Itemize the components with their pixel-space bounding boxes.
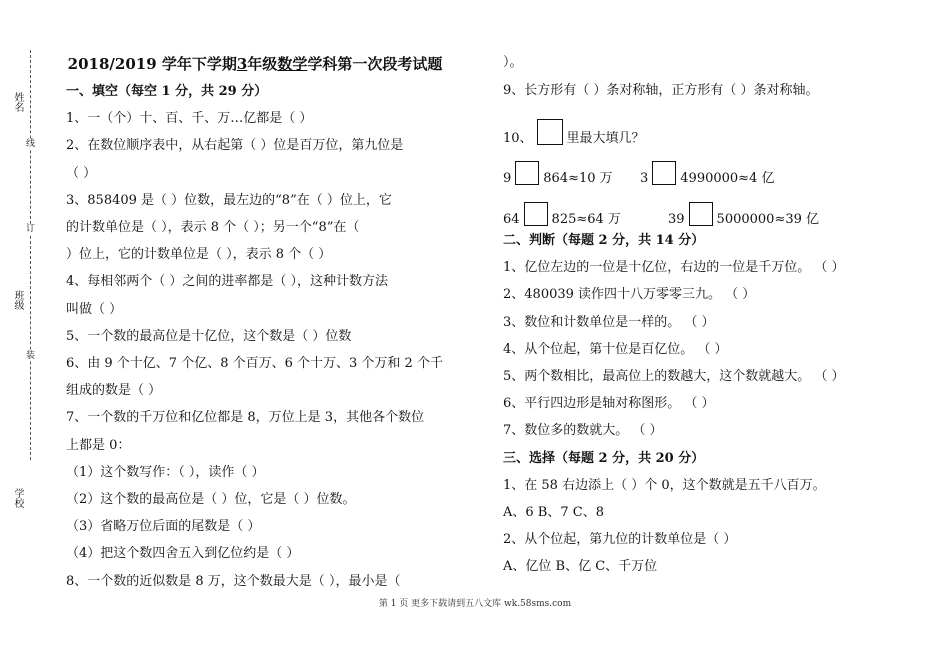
title-grade: 3 xyxy=(236,55,248,73)
q10-item xyxy=(503,161,613,187)
answer-box[interactable] xyxy=(652,161,676,185)
section-heading: 一、填空（每空 1 分，共 29 分） xyxy=(66,84,268,99)
q10-item xyxy=(668,202,819,228)
q10-item-suffix: 5000000≈39 亿 xyxy=(716,212,820,227)
question-line: （ ） xyxy=(66,165,97,181)
order-mark: 订 xyxy=(26,224,36,234)
question-line: （2）这个数的最高位是（ ）位，它是（ ）位数。 xyxy=(66,492,356,507)
question-line: 8、一个数的近似数是 8 万，这个数最大是（ ），最小是（ xyxy=(66,573,401,589)
q10-item-suffix: 4990000≈4 亿 xyxy=(680,171,775,186)
question-line: 2、在数位顺序表中，从右起第（ ）位是百万位，第九位是 xyxy=(66,138,404,154)
question-line: 组成的数是（ ） xyxy=(66,383,162,399)
question-line: 2、480039 读作四十八万零零三九。 （ ） xyxy=(503,287,756,303)
question-line: 7、一个数的千万位和亿位都是 8，万位上是 3，其他各个数位 xyxy=(66,410,425,426)
q10-item-prefix: 9 xyxy=(503,171,512,186)
question-line: 1、在 58 右边添上（ ）个 0，这个数就是五千八百万。 xyxy=(503,477,826,493)
title-year: 2018/2019 学年下学期 xyxy=(67,55,237,73)
q10-item xyxy=(503,202,621,228)
question-line: A、6 B、7 C、8 xyxy=(503,505,604,520)
question-line: （3）省略万位后面的尾数是（ ） xyxy=(66,519,261,535)
title-rest: 学科第一次段考试题 xyxy=(307,55,443,73)
line-mark: 线 xyxy=(26,139,36,149)
question-line: 2、从个位起，第九位的计数单位是（ ） xyxy=(503,532,737,548)
q10-item-prefix: 39 xyxy=(668,212,685,227)
exam-title xyxy=(60,53,450,74)
page-footer: 第 1 页 更多下载请到五八文库 wk.58sms.com xyxy=(378,599,572,609)
answer-box[interactable] xyxy=(689,202,713,226)
question-line: 叫做（ ） xyxy=(66,301,123,317)
question-line: 9、长方形有（ ）条对称轴，正方形有（ ）条对称轴。 xyxy=(503,83,819,98)
title-subject: 数学 xyxy=(277,55,308,73)
question-line: 上都是 0： xyxy=(66,437,131,453)
bind-mark: 装 xyxy=(26,351,36,361)
question-line: 3、数位和计数单位是一样的。 （ ） xyxy=(503,314,715,330)
section-heading: 二、判断（每题 2 分，共 14 分） xyxy=(503,233,705,248)
question-line: 5、两个数相比，最高位上的数越大，这个数就越大。 （ ） xyxy=(503,369,845,384)
question-line: 7、数位多的数就大。 （ ） xyxy=(503,423,663,439)
question-line: ）位上，它的计数单位是（ ），表示 8 个（ ） xyxy=(66,247,332,263)
question-line: 6、由 9 个十亿、7 个亿、8 个百万、6 个十万、3 个万和 2 个千 xyxy=(66,356,443,371)
answer-box[interactable] xyxy=(537,119,563,145)
binding-dashed-line xyxy=(30,50,31,460)
question-line: 的计数单位是（ ），表示 8 个（ ）；另一个“8”在（ xyxy=(66,220,360,235)
question-line: 4、每相邻两个（ ）之间的进率都是（ ），这种计数方法 xyxy=(66,274,389,290)
name-label: 姓名 xyxy=(12,92,23,112)
question-line: （4）把这个数四舍五入到亿位约是（ ） xyxy=(66,546,300,562)
q10-item-prefix: 64 xyxy=(503,212,520,227)
question-line: 5、一个数的最高位是十亿位，这个数是（ ）位数 xyxy=(66,328,352,344)
q10-item-suffix: 825≈64 万 xyxy=(551,212,621,227)
answer-box[interactable] xyxy=(515,161,539,185)
question-line: （1）这个数写作：（ ），读作（ ） xyxy=(66,464,265,480)
q10-item xyxy=(640,161,774,187)
answer-box[interactable] xyxy=(524,202,548,226)
q10-label: 10、 xyxy=(503,131,533,146)
question-line: 1、一（个）十、百、千、万…亿都是（ ） xyxy=(66,111,313,127)
binding-margin xyxy=(0,0,42,650)
class-label: 班级 xyxy=(12,290,23,310)
q10-item-prefix: 3 xyxy=(640,171,649,186)
q10-suffix: 里最大填几？ xyxy=(566,131,645,146)
q10-item-suffix: 864≈10 万 xyxy=(543,171,613,186)
question-line: 1、亿位左边的一位是十亿位，右边的一位是千万位。 （ ） xyxy=(503,260,845,276)
q10-heading xyxy=(503,119,645,147)
section-heading: 三、选择（每题 2 分，共 20 分） xyxy=(503,450,705,466)
question-line: ）。 xyxy=(503,55,523,70)
school-label: 学校 xyxy=(12,488,23,508)
question-line: 4、从个位起，第十位是百亿位。 （ ） xyxy=(503,341,728,357)
question-line: A、亿位 B、亿 C、千万位 xyxy=(503,559,658,575)
title-grade-word: 年级 xyxy=(247,55,278,73)
question-line: 6、平行四边形是轴对称图形。 （ ） xyxy=(503,396,715,412)
question-line: 3、858409 是（ ）位数，最左边的“8”在（ ）位上，它 xyxy=(66,192,392,208)
